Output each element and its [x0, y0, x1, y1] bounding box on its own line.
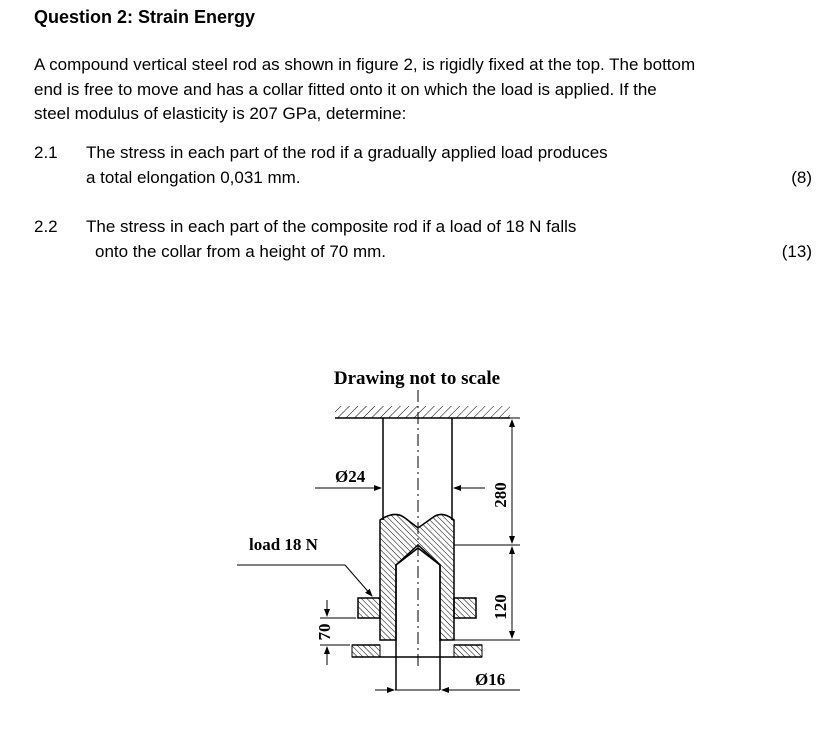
load-indicator	[237, 535, 372, 596]
dia-16-label: Ø16	[475, 670, 506, 689]
question-2-1-line-1: The stress in each part of the rod if a gradually applied load produces	[86, 143, 608, 162]
intro-line-1: A compound vertical steel rod as shown in figure 2, is rigidly fixed at the top. The bottom	[34, 55, 696, 74]
fixed-support	[335, 406, 510, 418]
dimension-dia-24	[315, 467, 485, 488]
intro-line-2: end is free to move and has a collar fitted onto it on which the load is applied. If the	[34, 79, 657, 99]
collar	[352, 598, 482, 657]
figure-caption: Drawing not to scale	[333, 368, 501, 389]
question-heading: Question 2: Strain Energy	[34, 7, 256, 27]
dim-70-label: 70	[315, 623, 334, 641]
question-2-1-marks: (8)	[791, 168, 812, 187]
question-2-2-line-2: onto the collar from a height of 70 mm.	[95, 242, 387, 261]
question-2-1-line-2: a total elongation 0,031 mm.	[86, 168, 301, 187]
load-label: load 18 N	[249, 535, 318, 554]
lower-rod-section	[380, 514, 454, 690]
intro-line-3: steel modulus of elasticity is 207 GPa, determine:	[34, 104, 407, 123]
question-2-2-marks: (13)	[781, 242, 812, 261]
question-2-2-line-1: The stress in each part of the composite rod if a load of 18 N falls	[86, 217, 577, 236]
dim-120-label: 120	[491, 594, 510, 620]
question-2-2-number: 2.2	[34, 217, 58, 236]
dia-24-label: Ø24	[335, 467, 366, 486]
dimension-70	[315, 600, 356, 665]
dim-280-label: 280	[491, 482, 510, 508]
dimension-280	[452, 418, 520, 545]
question-2-1-number: 2.1	[34, 143, 58, 162]
